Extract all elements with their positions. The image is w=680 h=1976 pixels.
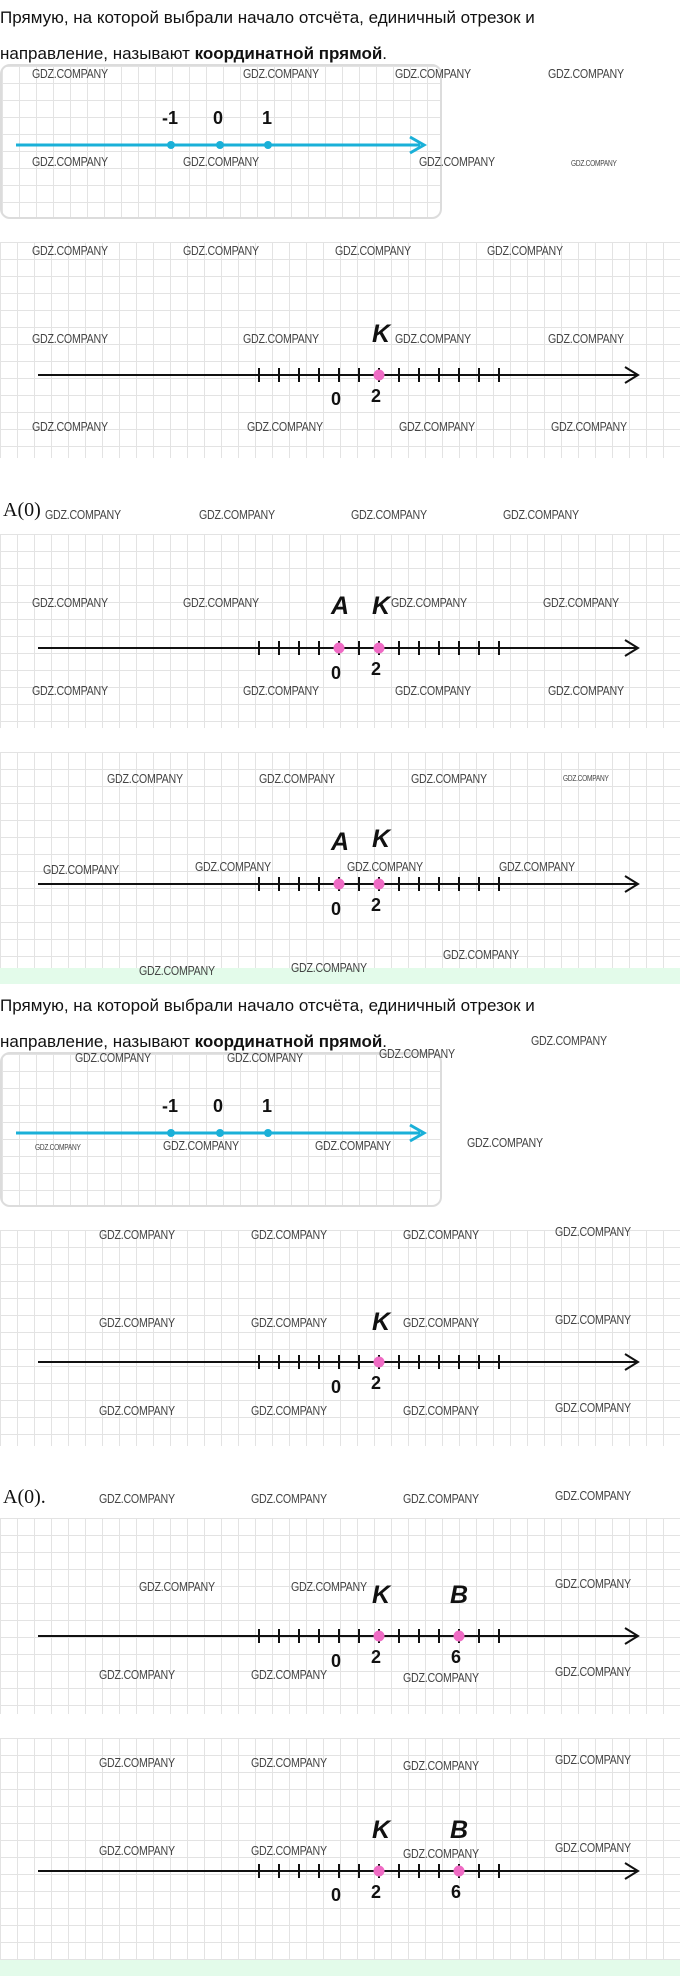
- watermark: GDZ.COMPANY: [403, 1758, 479, 1773]
- watermark: GDZ.COMPANY: [163, 1138, 239, 1153]
- watermark: GDZ.COMPANY: [139, 1579, 215, 1594]
- number-two: 2: [371, 895, 382, 915]
- watermark: GDZ.COMPANY: [403, 1670, 479, 1685]
- point-a-label: A: [331, 592, 350, 620]
- blue-label-zero: 0: [213, 1096, 224, 1116]
- blue-label-zero: 0: [213, 108, 224, 128]
- definition-text: направление, называют: [0, 44, 195, 63]
- point-k-label: K: [372, 1816, 391, 1844]
- watermark: GDZ.COMPANY: [555, 1400, 631, 1415]
- watermark: GDZ.COMPANY: [403, 1491, 479, 1506]
- watermark: GDZ.COMPANY: [99, 1315, 175, 1330]
- watermark: GDZ.COMPANY: [32, 243, 108, 258]
- watermark: GDZ.COMPANY: [199, 507, 275, 522]
- watermark: GDZ.COMPANY: [139, 963, 215, 978]
- watermark: GDZ.COMPANY: [548, 331, 624, 346]
- watermark: GDZ.COMPANY: [555, 1752, 631, 1767]
- watermark: GDZ.COMPANY: [531, 1033, 607, 1048]
- blue-label-one: 1: [262, 1096, 273, 1116]
- watermark: GDZ.COMPANY: [419, 154, 495, 169]
- number-zero: 0: [331, 1885, 342, 1905]
- point-k-label: K: [372, 320, 391, 348]
- watermark: GDZ.COMPANY: [35, 1143, 81, 1152]
- watermark: GDZ.COMPANY: [247, 419, 323, 434]
- definition-text: направление, называют: [0, 1032, 195, 1051]
- watermark: GDZ.COMPANY: [555, 1224, 631, 1239]
- watermark: GDZ.COMPANY: [251, 1843, 327, 1858]
- watermark: GDZ.COMPANY: [99, 1667, 175, 1682]
- watermark: GDZ.COMPANY: [487, 243, 563, 258]
- point-b-label: B: [450, 1581, 469, 1609]
- definition-term: координатной прямой: [194, 44, 383, 63]
- watermark: GDZ.COMPANY: [99, 1843, 175, 1858]
- number-six: 6: [451, 1882, 462, 1902]
- definition-line1: Прямую, на которой выбрали начало отсчёта, единичный отрезок и: [0, 996, 535, 1015]
- watermark: GDZ.COMPANY: [99, 1227, 175, 1242]
- definition-line1: Прямую, на которой выбрали начало отсчёта, единичный отрезок и: [0, 8, 535, 27]
- watermark: GDZ.COMPANY: [183, 154, 259, 169]
- blue-label-minus-one: -1: [162, 108, 179, 128]
- watermark: GDZ.COMPANY: [499, 859, 575, 874]
- watermark: GDZ.COMPANY: [43, 862, 119, 877]
- watermark: GDZ.COMPANY: [183, 243, 259, 258]
- watermark: GDZ.COMPANY: [251, 1227, 327, 1242]
- point-b-marker: [454, 1866, 465, 1877]
- watermark: GDZ.COMPANY: [503, 507, 579, 522]
- watermark: GDZ.COMPANY: [291, 1579, 367, 1594]
- watermark: GDZ.COMPANY: [403, 1846, 479, 1861]
- watermark: GDZ.COMPANY: [243, 683, 319, 698]
- number-two: 2: [371, 1647, 382, 1667]
- watermark: GDZ.COMPANY: [351, 507, 427, 522]
- point-b-label: B: [450, 1816, 469, 1844]
- watermark: GDZ.COMPANY: [399, 419, 475, 434]
- watermark: GDZ.COMPANY: [391, 595, 467, 610]
- watermark: GDZ.COMPANY: [32, 595, 108, 610]
- watermark: GDZ.COMPANY: [45, 507, 121, 522]
- watermark: GDZ.COMPANY: [227, 1050, 303, 1065]
- watermark: GDZ.COMPANY: [251, 1755, 327, 1770]
- watermark: GDZ.COMPANY: [75, 1050, 151, 1065]
- watermark: GDZ.COMPANY: [32, 66, 108, 81]
- watermark: GDZ.COMPANY: [403, 1315, 479, 1330]
- watermark: GDZ.COMPANY: [32, 419, 108, 434]
- watermark: GDZ.COMPANY: [291, 960, 367, 975]
- point-k-marker: [374, 1866, 385, 1877]
- number-two: 2: [371, 1882, 382, 1902]
- point-k-label: K: [372, 1308, 391, 1336]
- watermark: GDZ.COMPANY: [555, 1576, 631, 1591]
- watermark: GDZ.COMPANY: [379, 1046, 455, 1061]
- watermark: GDZ.COMPANY: [99, 1403, 175, 1418]
- coordinate-text-a0: A(0): [3, 499, 41, 521]
- watermark: GDZ.COMPANY: [543, 595, 619, 610]
- watermark: GDZ.COMPANY: [467, 1135, 543, 1150]
- blue-label-one: 1: [262, 108, 273, 128]
- number-six: 6: [451, 1647, 462, 1667]
- watermark: GDZ.COMPANY: [107, 771, 183, 786]
- coordinate-text-a0: A(0).: [3, 1486, 46, 1508]
- number-zero: 0: [331, 1651, 342, 1671]
- number-zero: 0: [331, 663, 342, 683]
- watermark: GDZ.COMPANY: [32, 154, 108, 169]
- point-a-label: A: [331, 828, 350, 856]
- number-zero: 0: [331, 899, 342, 919]
- watermark: GDZ.COMPANY: [243, 66, 319, 81]
- watermark: GDZ.COMPANY: [395, 66, 471, 81]
- number-zero: 0: [331, 389, 342, 409]
- watermark: GDZ.COMPANY: [555, 1488, 631, 1503]
- watermark: GDZ.COMPANY: [251, 1403, 327, 1418]
- number-two: 2: [371, 659, 382, 679]
- watermark: GDZ.COMPANY: [183, 595, 259, 610]
- watermark: GDZ.COMPANY: [195, 859, 271, 874]
- watermark: GDZ.COMPANY: [551, 419, 627, 434]
- watermark: GDZ.COMPANY: [443, 947, 519, 962]
- watermark: GDZ.COMPANY: [555, 1312, 631, 1327]
- watermark: GDZ.COMPANY: [251, 1667, 327, 1682]
- point-k-label: K: [372, 1581, 391, 1609]
- watermark: GDZ.COMPANY: [99, 1491, 175, 1506]
- watermark: GDZ.COMPANY: [32, 331, 108, 346]
- point-k-label: K: [372, 592, 391, 620]
- number-two: 2: [371, 1373, 382, 1393]
- watermark: GDZ.COMPANY: [563, 774, 609, 783]
- watermark: GDZ.COMPANY: [411, 771, 487, 786]
- number-two: 2: [371, 386, 382, 406]
- definition-term: координатной прямой: [194, 1032, 383, 1051]
- watermark: GDZ.COMPANY: [403, 1403, 479, 1418]
- watermark: GDZ.COMPANY: [251, 1315, 327, 1330]
- watermark: GDZ.COMPANY: [403, 1227, 479, 1242]
- point-k-label: K: [372, 825, 391, 853]
- definition-period: .: [382, 1032, 388, 1051]
- watermark: GDZ.COMPANY: [99, 1755, 175, 1770]
- watermark: GDZ.COMPANY: [548, 683, 624, 698]
- watermark: GDZ.COMPANY: [259, 771, 335, 786]
- watermark: GDZ.COMPANY: [555, 1840, 631, 1855]
- watermark: GDZ.COMPANY: [315, 1138, 391, 1153]
- watermark: GDZ.COMPANY: [548, 66, 624, 81]
- watermark: GDZ.COMPANY: [243, 331, 319, 346]
- blue-label-minus-one: -1: [162, 1096, 179, 1116]
- watermark: GDZ.COMPANY: [251, 1491, 327, 1506]
- watermark: GDZ.COMPANY: [395, 331, 471, 346]
- watermark: GDZ.COMPANY: [32, 683, 108, 698]
- watermark: GDZ.COMPANY: [335, 243, 411, 258]
- definition-period: .: [382, 44, 388, 63]
- watermark: GDZ.COMPANY: [555, 1664, 631, 1679]
- number-zero: 0: [331, 1377, 342, 1397]
- watermark: GDZ.COMPANY: [571, 159, 617, 168]
- watermark: GDZ.COMPANY: [347, 859, 423, 874]
- watermark: GDZ.COMPANY: [395, 683, 471, 698]
